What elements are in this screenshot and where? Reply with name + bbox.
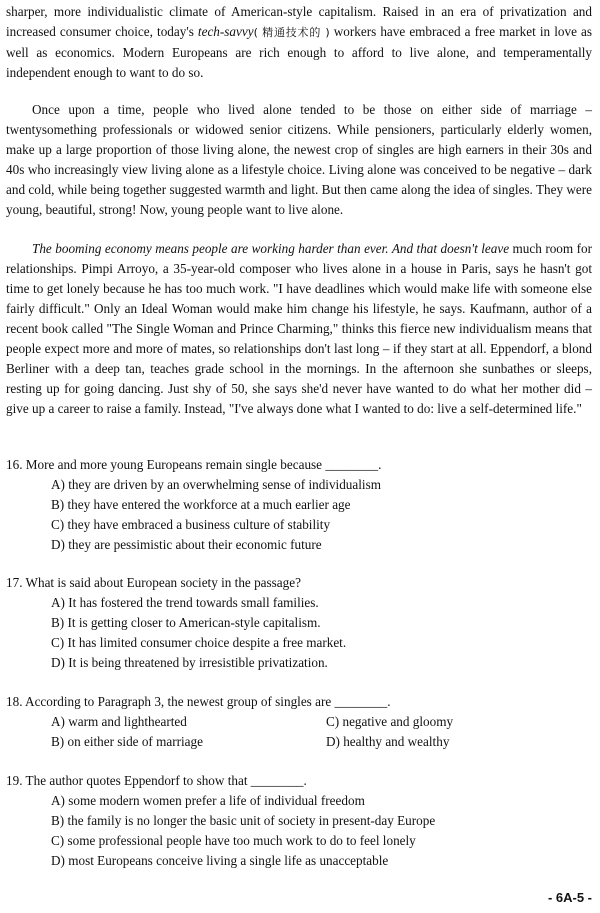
- option-c[interactable]: C) It has limited consumer choice despite a free market.: [51, 635, 347, 650]
- option-d[interactable]: D) most Europeans conceive living a single life as unacceptable: [51, 853, 389, 868]
- option-d[interactable]: D) they are pessimistic about their economic future: [51, 537, 322, 552]
- option-a[interactable]: A) It has fostered the trend towards small families.: [51, 595, 319, 610]
- paragraph-3: [6, 239, 592, 419]
- option-d[interactable]: D) healthy and wealthy: [326, 734, 450, 749]
- option-d[interactable]: D) It is being threatened by irresistible privatization.: [51, 655, 328, 670]
- paragraph-3-text: much room for relationships. Pimpi Arroyo, a 35-year-old composer who lives alone in a house in Paris, says he hasn't got time to get lonely because he has too much work. "I have deadlines which would make life with someone else fairly difficult." Only an Ideal Woman would make him change his lifestyle, he says. Kaufmann, author of a recent book called "The Single Woman and Prince Charming," thinks this fierce new individualism means that people expect more and more of mates, so relationships don't last long – if they start at all. Eppendorf, a blond Berliner with a deep tan, teaches grade school in the mornings. In the afternoon she sunbathes or sleeps, resting up for going dancing. Just shy of 50, she says she'd never have wanted to do what her mother did – give up a career to raise a family. Instead, "I've always done what I wanted to do: live a self-determined life.": [6, 241, 593, 416]
- option-row: [6, 732, 592, 752]
- option-row: [6, 712, 592, 732]
- option-c[interactable]: C) some professional people have too much work to do to feel lonely: [51, 833, 416, 848]
- option-a[interactable]: A) they are driven by an overwhelming sense of individualism: [51, 477, 381, 492]
- paragraph-1-text-a: sharper, more individualistic climate of American-style capitalism. Raised in an era of privatization and increased consumer choice, today's: [6, 4, 592, 39]
- paragraph-1-gloss: ( 精通技术的 ): [253, 26, 330, 39]
- option-b[interactable]: B) on either side of marriage: [51, 734, 203, 749]
- question-18: [6, 692, 592, 752]
- option-b[interactable]: B) It is getting closer to American-style capitalism.: [51, 615, 321, 630]
- option-b[interactable]: B) the family is no longer the basic unit of society in present-day Europe: [51, 813, 436, 828]
- paragraph-3-italic-text: The booming economy means people are working harder than ever. And that doesn't leave: [32, 241, 510, 256]
- paragraph-2: Once upon a time, people who lived alone tended to be those on either side of marriage – twentysomething professionals or widowed senior citizens. While pensioners, particularly elderly women, make up a large proportion of those living alone, the newest crop of singles are high earners in their 30s and 40s who increasingly view living alone as a lifestyle choice. Living alone was conceived to be negative – dark and cold, while being together suggested warmth and light. But then came along the idea of singles. They were young, beautiful, strong! Now, young people want to live alone.: [6, 102, 592, 217]
- option-c[interactable]: C) they have embraced a business culture of stability: [51, 517, 331, 532]
- question-stem: 16. More and more young Europeans remain single because ________.: [6, 457, 382, 472]
- question-16: [6, 455, 592, 555]
- paragraph-1-emphasis: tech-savvy: [197, 24, 254, 39]
- page-number: - 6A-5 -: [547, 890, 592, 905]
- paragraph-1-text-b: workers have embraced a free market in love as well as economics. Modern Europeans are rich enough to afford to live alone, and temperamentally independent enough to want to do so.: [6, 24, 592, 80]
- option-a[interactable]: A) warm and lighthearted: [51, 714, 187, 729]
- question-stem: 19. The author quotes Eppendorf to show that ________.: [6, 773, 307, 788]
- question-19: [6, 771, 592, 871]
- question-stem: 18. According to Paragraph 3, the newest group of singles are ________.: [6, 694, 391, 709]
- paragraph-1: [6, 2, 592, 83]
- option-c[interactable]: C) negative and gloomy: [326, 714, 454, 729]
- option-b[interactable]: B) they have entered the workforce at a much earlier age: [51, 497, 351, 512]
- question-stem: 17. What is said about European society in the passage?: [6, 575, 301, 590]
- question-17: [6, 573, 592, 673]
- option-a[interactable]: A) some modern women prefer a life of individual freedom: [51, 793, 365, 808]
